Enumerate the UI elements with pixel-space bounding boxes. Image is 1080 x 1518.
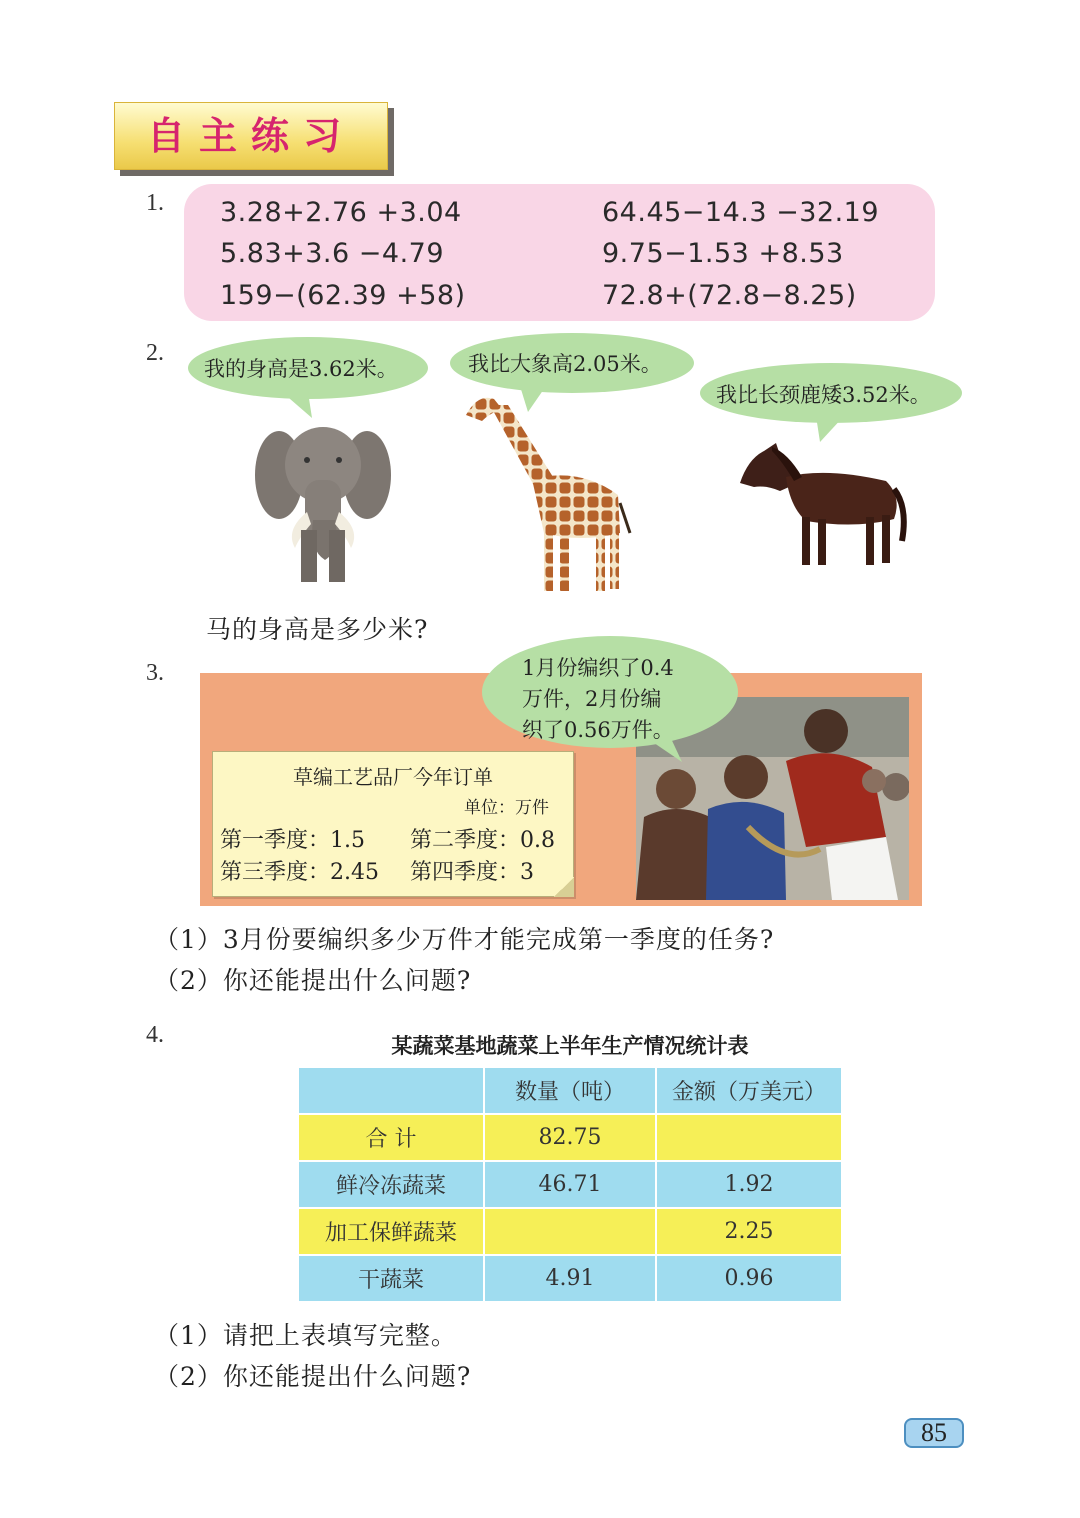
table-row [298,1161,842,1208]
quarter-value: 0.8 [520,828,556,853]
q4-subquestion-2: （2）你还能提出什么问题? [154,1362,472,1391]
q3-speech-line: 万件，2月份编 [522,687,662,711]
q3-speech-line: 织了0.56万件。 [522,718,674,742]
q1-expression: 64.45−14.3 −32.19 [602,197,880,228]
quarter-label: 第三季度： [220,860,331,885]
table-cell-name: 鲜冷冻蔬菜 [298,1161,484,1208]
quarter-3 [220,855,379,886]
order-note-title: 草编工艺品厂今年订单 [293,765,493,789]
q4-number: 4. [146,1022,164,1048]
table-cell-quantity [484,1208,656,1255]
table-cell-name: 合 计 [298,1114,484,1161]
table-row [298,1114,842,1161]
q4-table-title: 某蔬菜基地蔬菜上半年生产情况统计表 [391,1034,749,1058]
table-header-cell [298,1067,484,1114]
quarter-1 [220,823,365,854]
elephant-speech-text: 我的身高是3.62米。 [204,357,398,381]
quarter-value: 3 [520,860,535,885]
table-cell-amount: 0.96 [656,1255,842,1302]
table-cell-quantity: 46.71 [484,1161,656,1208]
table-cell-amount [656,1114,842,1161]
q1-expression: 9.75−1.53 +8.53 [602,238,844,269]
table-header-cell: 金额（万美元） [656,1067,842,1114]
quarter-label: 第二季度： [410,828,521,853]
table-cell-amount: 1.92 [656,1161,842,1208]
q3-number: 3. [146,660,164,686]
section-title: 自主练习 [146,114,355,158]
elephant-image [255,420,391,585]
table-row [298,1208,842,1255]
quarter-4 [410,855,534,886]
q3-speech-line: 1月份编织了0.4 [522,656,674,680]
table-cell-name: 干蔬菜 [298,1255,484,1302]
horse-speech-text: 我比长颈鹿矮3.52米。 [716,383,931,407]
elephant-bubble-tail [280,392,320,422]
q1-expression: 5.83+3.6 −4.79 [220,238,445,269]
q1-number: 1. [146,190,164,216]
table-row [298,1255,842,1302]
q2-number: 2. [146,340,164,366]
q1-expression: 3.28+2.76 +3.04 [220,197,462,228]
table-header-cell: 数量（吨） [484,1067,656,1114]
giraffe-speech-text: 我比大象高2.05米。 [468,352,662,376]
horse-image [736,437,910,569]
q3-subquestion-2: （2）你还能提出什么问题? [154,966,472,995]
giraffe-image [460,383,635,595]
table-header-row [298,1067,842,1114]
quarter-value: 2.45 [330,860,379,885]
q3-subquestion-1: （1）3月份要编织多少万件才能完成第一季度的任务? [154,925,775,954]
order-note-unit: 单位：万件 [464,798,549,818]
q1-expression: 72.8+(72.8−8.25) [602,280,857,311]
order-note-fold [554,877,574,897]
quarter-2 [410,823,555,854]
q1-expression: 159−(62.39 +58) [220,280,466,311]
table-cell-name: 加工保鲜蔬菜 [298,1208,484,1255]
table-cell-quantity: 82.75 [484,1114,656,1161]
production-stats-table [297,1066,843,1303]
q2-question: 马的身高是多少米? [206,615,429,644]
page-number: 85 [921,1418,947,1447]
quarter-label: 第四季度： [410,860,521,885]
table-cell-amount: 2.25 [656,1208,842,1255]
quarter-label: 第一季度： [220,828,331,853]
quarter-value: 1.5 [330,828,366,853]
table-cell-quantity: 4.91 [484,1255,656,1302]
q4-subquestion-1: （1）请把上表填写完整。 [154,1321,457,1350]
